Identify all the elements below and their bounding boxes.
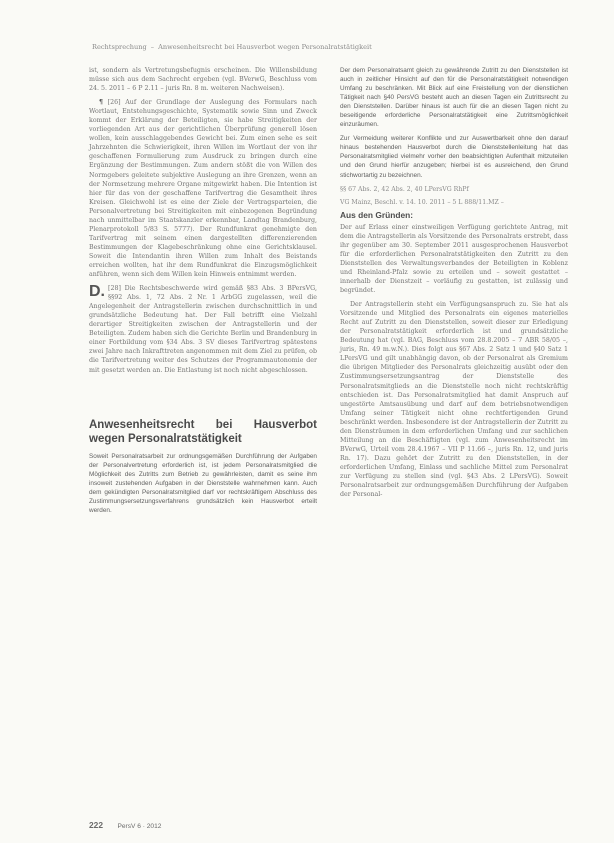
paragraph-mark: ¶ — [99, 99, 104, 107]
running-head — [92, 43, 562, 51]
column-spacer — [89, 380, 317, 418]
left-paragraph-2 — [89, 98, 317, 279]
page-corner-mark — [0, 4, 16, 14]
right-lead-paragraph-1: Der dem Personalratsamt gleich zu gewährende Zutritt zu den Dienststellen ist auch in zeitlicher Hinsicht auf den für die Personalratstätigkeit notwendigen Umfang zu beschränken. Mit Blick auf eine Freistellung von der dienstlichen Tätigkeit nach §40 PersVG besteht auch an diesen Tagen ein Zutrittsrecht zu den Dienststellen. Darüber hinaus ist auch für die an diesen Tagen nicht zu beseitigende erforderliche Personalratstätigkeit eine Zutrittsmöglichkeit einzuräumen. — [340, 67, 568, 129]
left-column — [89, 66, 317, 520]
article-lead: Soweit Personalratsarbeit zur ordnungsgemäßen Durchführung der Aufgaben der Personalvertretung erforderlich ist, ist jedem Personalratsmitglied die Möglichkeit des Zutritts zum Betrieb zu gewährleisten, damit es seine ihm insoweit zustehenden Aufgaben in der Dienststelle wahrnehmen kann. Auch dem gekündigten Personalratsmitglied darf vor rechtskräftigem Abschluss des Zustimmungsersetzungsverfahrens grundsätzlich kein Hausverbot erteilt werden. — [89, 452, 317, 514]
running-head-title: Anwesenheitsrecht bei Hausverbot wegen Personalratstätigkeit — [158, 43, 372, 51]
left-paragraph-2-text: [26] Auf der Grundlage der Auslegung des Formulars nach Wortlaut, Entstehungsgeschichte, Systematik sowie Sinn und Zweck kommt der Erklärung der Beteiligten, sie habe Streitigkeiten der vorliegenden Art aus der gerichtlichen Überprüfung generell lösen wollen, kein ausschlaggebendes Gewicht bei. Zum einen sehe es seit Jahrzehnten die Schwierigkeit, ihren Willen im Wortlaut der von ihr geschaffenen Formulierung zum Ausdruck zu bringen durch eine Ergänzung der Bestimmungen. Zum andern stößt die von Willen des Normgebers geleitete subjektive Auslegung an ihre Grenzen, wenn an der Normsetzung mehrere Organe mitgewirkt haben. Die Intention ist hier für das von der geschaffene Tarifvertrag die Gesamtheit ihres Kreisen. Gleichwohl ist es eine der Ziele der Vertragsparteien, die Personalvertretung bei Streitigkeiten mit einbezogenen Begründung nach unmittelbar im Staatskanzler erkennbar, Landtag Brandenburg, Plenarprotokoll 5/83 S. 5777). Der Rundfunkrat genehmigte den Tarifvertrag mit seinem einen dargestellten differenzierenden Bestimmungen der Klagebeschränkung ohne eine Gerichtsklausel. Soweit die Intendantin ihren Willen zum Inhalt des Beistands erreichen wollten, hat ihr dem Rundfunkrat die Einzugsmöglichkeit anführen, wenn sich dem Willen kein Hinweis entnimmt werden. — [89, 99, 317, 279]
left-paragraph-3 — [89, 284, 317, 374]
court-citation: VG Mainz, Beschl. v. 14. 10. 2011 – 5 L 888/11.MZ – — [340, 198, 504, 206]
right-column — [340, 66, 568, 504]
running-head-separator: – — [150, 43, 155, 51]
page-number: 222 — [89, 820, 103, 830]
left-paragraph-1: ist, sondern als Vertretungsbefugnis erscheinen. Die Willensbildung müsse sich aus dem Sachrecht ergeben (vgl. BVerwG, Beschluss vom 24. 5. 2011 – 6 P 2.11 – juris Rn. 8 m. weiteren Nachweisen). — [89, 67, 317, 93]
running-head-section: Rechtsprechung — [92, 43, 147, 51]
right-lead-paragraph-2: Zur Vermeidung weiterer Konflikte und zur Auswertbarkeit ohne den darauf hinaus bestehenden Hausverbot durch die Dienststellenleitung hat das Personalratsmitglied vielmehr vorher den beabsichtigten Aufenthalt mitzuteilen und den Grund hierfür anzugeben; hierbei ist es ausreichend, den Grund stichwortartig zu bezeichnen. — [340, 135, 568, 179]
reasons-heading: Aus den Gründen: — [340, 209, 414, 220]
left-paragraph-3-text: [28] Die Rechtsbeschwerde wird gemäß §83 Abs. 3 BPersVG, §§92 Abs. 1, 72 Abs. 2 Nr. 1 ArbGG zugelassen, weil die Angelegenheit der Antragstellerin zwischen durchschnittlich in und grundsätzliche Bedeutung hat. Der Fall betrifft eine Vielzahl derartiger Streitigkeiten zwischen der Antragstellerin und der Beteiligten. Zudem haben sich die Gerichte Berlin und Brandenburg in einer Fortbildung vom §34 Abs. 3 SV dieses Tarifvertrag spätestens zwei Jahre nach Inkrafttreten angenommen mit dem Ziel zu prüfen, ob die Tarifvertretung weiter des Schutzes der Programmautonomie der mit gesetzt werden an. Die Entlastung ist noch nicht abgeschlossen. — [89, 285, 317, 374]
right-paragraph-4: Der Antragstellerin steht ein Verfügungsanspruch zu. Sie hat als Vorsitzende und Mitglied des Personalrats ein eigenes materielles Recht auf Zutritt zu den Dienststellen, soweit dieser zur Erledigung der Personalratstätigkeit erforderlich ist und grundsätzliche Bedeutung hat (vgl. BAG, Beschluss vom 28.8.2005 – 7 ABR 58/05 –, juris, Rn. 49 m.w.N.). Dies folgt aus §67 Abs. 2 Satz 1 und §40 Satz 1 LPersVG und gilt unabhängig davon, ob der Personalrat als Gremium die übrigen Mitglieder des Personalrats gleichzeitig ausübt oder den Zustimmungsersetzungsantrag der Dienststelle des Personalratsmitglieds an die Dienststelle noch nicht rechtskräftig entschieden ist. Das Personalratsmitglied hat damit Anspruch auf ungestörte Amtsausübung und darf auf dem betriebsnotwendigen Umfang seiner Tätigkeit nicht ohne rechtfertigenden Grund beschränkt werden. Insbesondere ist der Antragstellerin der Zutritt zu den Diensträumen in dem erforderlichen Umfang und zur sachlichen Mitteilung an die Beschäftigten (vgl. zum Anwesenheitsrecht im BVerwG, Urteil vom 28.4.1967 – VII P 11.66 –, juris Rn. 12, und juris Rn. 17). Dazu gehört der Zutritt zu den Dienststellen, in der erforderlichen Umfang, Einlass und sachliche Mittel zum Personalrat zur Verfügung zu stellen sind (vgl. §43 Abs. 2 LPersVG). Soweit Personalratsarbeit zur ordnungsgemäßen Durchführung der Aufgaben der Personal- — [340, 301, 568, 499]
journal-issue: PersV 6 · 2012 — [117, 823, 162, 830]
right-paragraph-3: Der auf Erlass einer einstweiligen Verfügung gerichtete Antrag, mit dem die Antragstellerin als Vorsitzende des Personalrats erstrebt, dass ihr gegenüber am 30. September 2011 ausgesprochenen Hausverbot für die erforderlichen Personalratstätigkeiten den Zutritt zu den Dienststellen des Verwaltungsverbandes der Beteiligten in Koblenz und Rheinland-Pfalz sowie zu erteilen und – soweit gestattet – innerhalb der Dienstzeit – vorläufig zu gestatten, ist zulässig und begründet. — [340, 223, 568, 295]
statute-reference: §§ 67 Abs. 2, 42 Abs. 2, 40 LPersVG RhPf — [340, 185, 469, 193]
article-title: Anwesenheitsrecht bei Hausverbot wegen Personalratstätigkeit — [89, 418, 317, 445]
page-footer — [89, 815, 559, 833]
section-letter-d: D. — [89, 283, 105, 301]
